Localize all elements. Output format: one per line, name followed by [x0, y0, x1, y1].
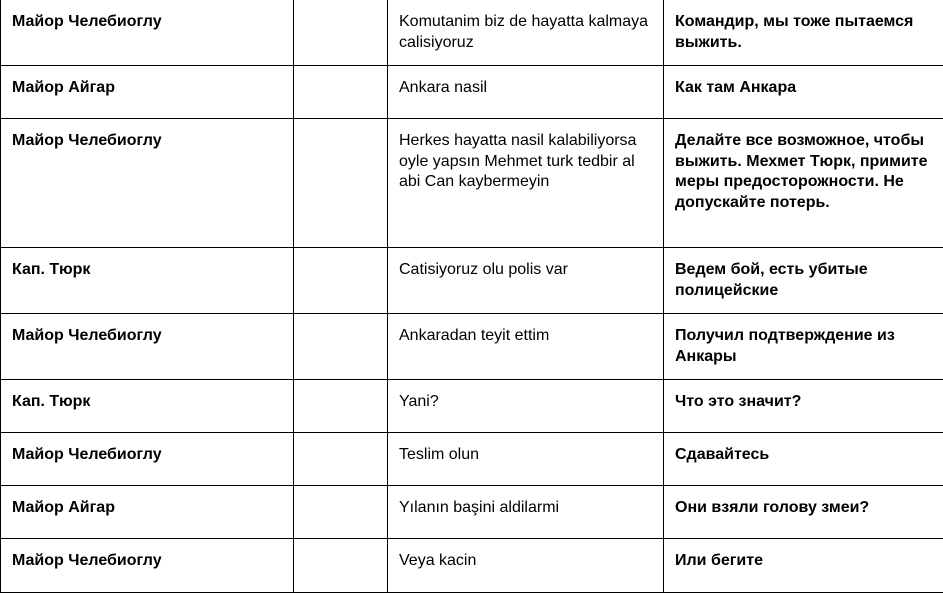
table-row	[1, 248, 943, 314]
speaker-cell: Майор Айгар	[1, 66, 294, 119]
speaker-cell: Майор Челебиоглу	[1, 433, 294, 486]
original-text-cell: Teslim olun	[388, 433, 664, 486]
speaker-cell: Майор Айгар	[1, 486, 294, 539]
original-text-cell: Veya kacin	[388, 539, 664, 593]
translation-cell: Что это значит?	[664, 380, 943, 433]
original-text-cell: Yani?	[388, 380, 664, 433]
translation-cell: Или бегите	[664, 539, 943, 593]
empty-cell	[294, 380, 388, 433]
empty-cell	[294, 314, 388, 380]
empty-cell	[294, 433, 388, 486]
speaker-cell: Майор Челебиоглу	[1, 539, 294, 593]
speaker-cell: Майор Челебиоглу	[1, 119, 294, 248]
empty-cell	[294, 248, 388, 314]
original-text-cell: Catisiyoruz olu polis var	[388, 248, 664, 314]
table-row	[1, 0, 943, 66]
speaker-cell: Кап. Тюрк	[1, 248, 294, 314]
original-text-cell: Yılanın başini aldilarmi	[388, 486, 664, 539]
translation-cell: Делайте все возможное, чтобы выжить. Мехмет Тюрк, примите меры предосторожности. Не допускайте потерь.	[664, 119, 943, 248]
translation-cell: Сдавайтесь	[664, 433, 943, 486]
translation-cell: Получил подтверждение из Анкары	[664, 314, 943, 380]
table-row	[1, 433, 943, 486]
table-row	[1, 119, 943, 248]
translation-cell: Как там Анкара	[664, 66, 943, 119]
empty-cell	[294, 0, 388, 66]
speaker-cell: Майор Челебиоглу	[1, 314, 294, 380]
translation-cell: Командир, мы тоже пытаемся выжить.	[664, 0, 943, 66]
empty-cell	[294, 66, 388, 119]
translation-cell: Они взяли голову змеи?	[664, 486, 943, 539]
table-row	[1, 314, 943, 380]
original-text-cell: Ankaradan teyit ettim	[388, 314, 664, 380]
empty-cell	[294, 119, 388, 248]
table-row	[1, 66, 943, 119]
table-row	[1, 486, 943, 539]
original-text-cell: Ankara nasil	[388, 66, 664, 119]
empty-cell	[294, 486, 388, 539]
original-text-cell: Herkes hayatta nasil kalabiliyorsa oyle yapsın Mehmet turk tedbir al abi Can kaybermeyin	[388, 119, 664, 248]
table-row	[1, 380, 943, 433]
empty-cell	[294, 539, 388, 593]
speaker-cell: Майор Челебиоглу	[1, 0, 294, 66]
table-row	[1, 539, 943, 593]
translation-cell: Ведем бой, есть убитые полицейские	[664, 248, 943, 314]
speaker-cell: Кап. Тюрк	[1, 380, 294, 433]
original-text-cell: Komutanim biz de hayatta kalmaya calisiyoruz	[388, 0, 664, 66]
